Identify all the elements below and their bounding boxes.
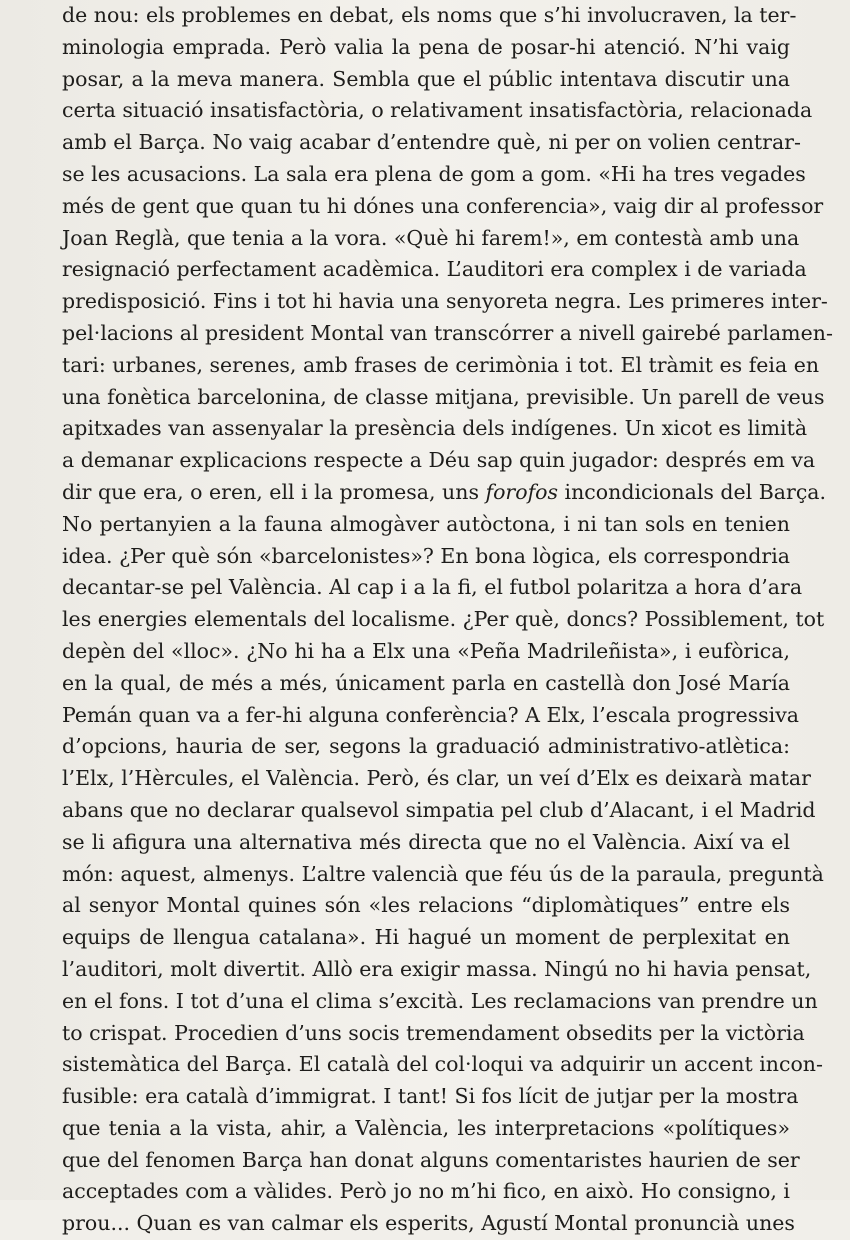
text-line: acceptades com a vàlides. Però jo no m’hi fico, en això. Ho consigno, i [62, 1179, 790, 1204]
text-line: a demanar explicacions respecte a Déu sap quin jugador: després em va [62, 448, 816, 473]
text-line: depèn del «lloc». ¿No hi ha a Elx una «Peña Madrileñista», i eufòrica, [62, 638, 790, 663]
text-line: més de gent que quan tu hi dónes una conferencia», vaig dir al professor [62, 193, 824, 218]
text-line: que del fenomen Barça han donat alguns comentaristes haurien de ser [62, 1147, 800, 1172]
text-line: en el fons. I tot d’una el clima s’excità. Les reclamacions van prendre un [62, 988, 818, 1013]
text-line: resignació perfectament acadèmica. L’auditori era complex i de variada [62, 257, 807, 282]
text-line: abans que no declarar qualsevol simpatia pel club d’Alacant, i el Madrid [62, 797, 816, 822]
text-line: fusible: era català d’immigrat. I tant! Si fos lícit de jutjar per la mostra [62, 1084, 799, 1109]
text-line: se li afigura una alternativa més directa que no el València. Així va el [62, 829, 790, 854]
text-line: idea. ¿Per què són «barcelonistes»? En bona lògica, els correspondria [62, 543, 790, 568]
text-line: No pertanyien a la fauna almogàver autòctona, i ni tan sols en tenien [62, 511, 790, 536]
text-line: que tenia a la vista, ahir, a València, les interpretacions «polítiques» [62, 1115, 790, 1140]
text-line: decantar-se pel València. Al cap i a la fi, el futbol polaritza a hora d’ara [62, 575, 803, 600]
text-line: sistemàtica del Barça. El català del col·loqui va adquirir un accent incon- [62, 1052, 823, 1077]
body-text [62, 0, 833, 1240]
text-line: amb el Barça. No vaig acabar d’entendre què, ni per on volien centrar- [62, 130, 801, 155]
italic-word: forofos [485, 479, 559, 504]
text-line: posar, a la meva manera. Sembla que el públic intentava discutir una [62, 66, 790, 91]
text-line: se les acusacions. La sala era plena de gom a gom. «Hi ha tres vegades [62, 161, 806, 186]
text-line: apitxades van assenyalar la presència dels indígenes. Un xicot es limità [62, 416, 808, 441]
text-line: Joan Reglà, que tenia a la vora. «Què hi farem!», em contestà amb una [62, 225, 800, 250]
text-line: al senyor Montal quines són «les relacions “diplomàtiques” entre els [62, 893, 790, 918]
text-line: equips de llengua catalana». Hi hagué un moment de perplexitat en [62, 925, 790, 950]
text-line: minologia emprada. Però valia la pena de posar-hi atenció. N’hi vaig [62, 34, 790, 59]
text-line: en la qual, de més a més, únicament parla en castellà don José María [62, 670, 790, 695]
text-line: predisposició. Fins i tot hi havia una senyoreta negra. Les primeres inter- [62, 289, 828, 314]
text-line: prou... Quan es van calmar els esperits, Agustí Montal pronuncià unes [62, 1211, 795, 1236]
text-line: dir que era, o eren, ell i la promesa, uns forofos incondicionals del Barça. [62, 479, 827, 504]
text-line: to crispat. Procedien d’uns socis tremendament obsedits per la victòria [62, 1020, 805, 1045]
text-line: una fonètica barcelonina, de classe mitjana, previsible. Un parell de veus [62, 384, 825, 409]
text-line: món: aquest, almenys. L’altre valencià que féu ús de la paraula, preguntà [62, 861, 824, 886]
text-line: tari: urbanes, serenes, amb frases de cerimònia i tot. El tràmit es feia en [62, 352, 820, 377]
text-line: l’auditori, molt divertit. Allò era exigir massa. Ningú no hi havia pensat, [62, 956, 812, 981]
text-line: l’Elx, l’Hèrcules, el València. Però, és clar, un veí d’Elx es deixarà matar [62, 766, 811, 791]
text-line: d’opcions, hauria de ser, segons la graduació administrativo-atlètica: [62, 734, 790, 759]
text-line: pel·lacions al president Montal van transcórrer a nivell gairebé parlamen- [62, 320, 833, 345]
text-line: Pemán quan va a fer-hi alguna conferència? A Elx, l’escala progressiva [62, 702, 799, 727]
text-line: certa situació insatisfactòria, o relativament insatisfactòria, relacionada [62, 98, 813, 123]
text-line: les energies elementals del localisme. ¿Per què, doncs? Possiblement, tot [62, 607, 825, 632]
text-line: de nou: els problemes en debat, els noms que s’hi involucraven, la ter- [62, 3, 797, 27]
